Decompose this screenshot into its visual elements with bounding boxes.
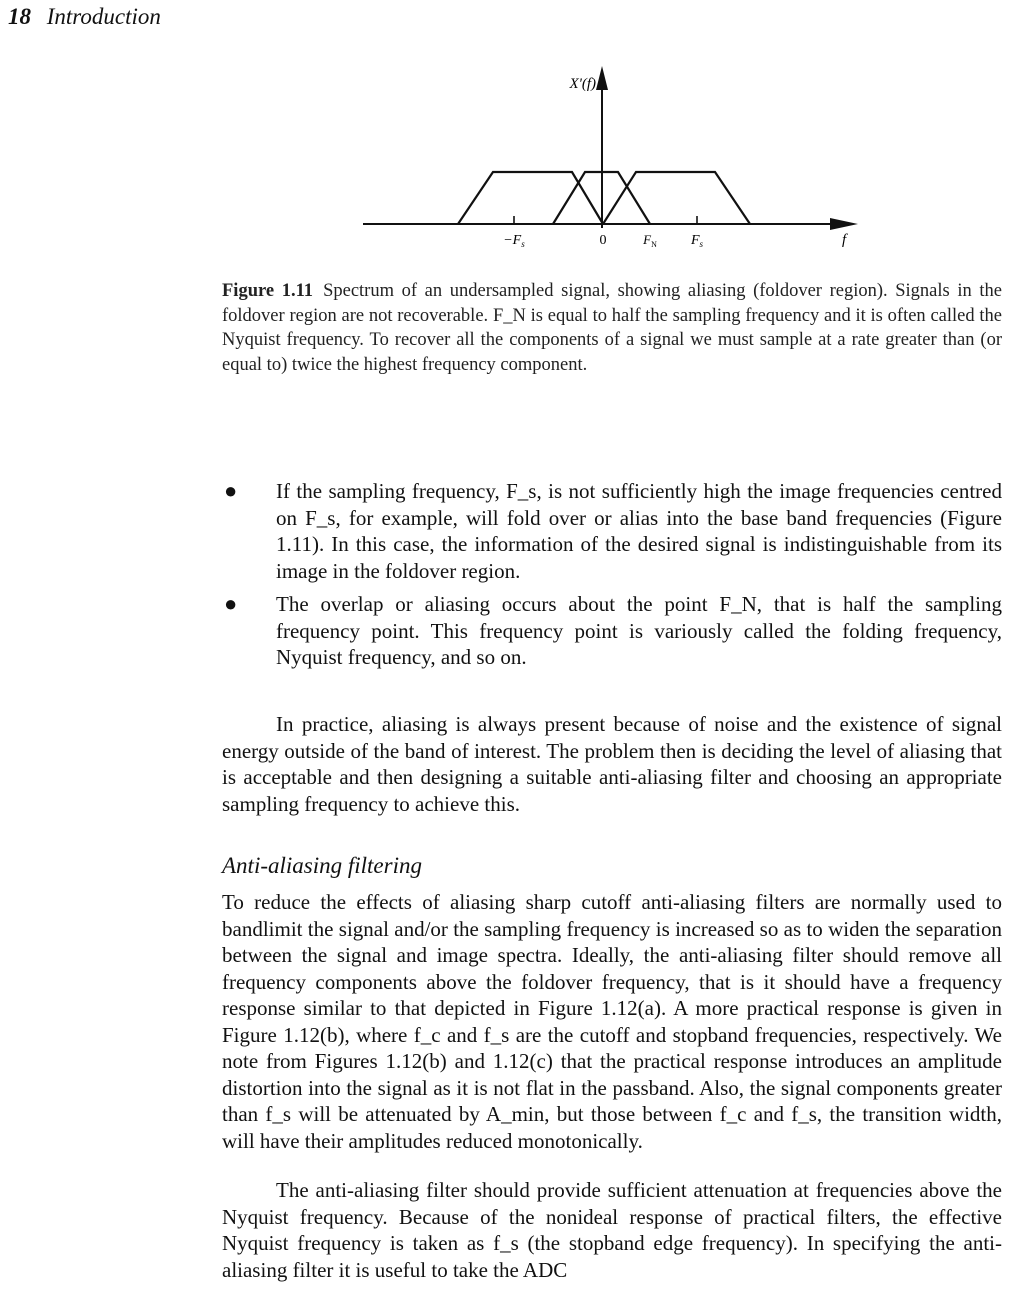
page-header	[8, 4, 161, 30]
figure-1-11	[360, 62, 870, 258]
bullet-list	[222, 478, 1002, 678]
y-axis-label: X'(f)	[569, 76, 596, 92]
image-spectrum-right	[603, 172, 750, 224]
figure-label: Figure 1.11	[222, 281, 314, 301]
bullet-text: If the sampling frequency, F_s, is not sufficiently high the image frequencies centred on F_s, for example, will fold over or alias into the base band frequencies (Figure 1.11). In this case, the information of the desired signal is indistinguishable from its image in the foldover region.	[276, 479, 1002, 583]
paragraph: In practice, aliasing is always present because of noise and the existence of signal energy outside of the band of interest. The problem then is deciding the level of aliasing that is acceptable and then designing a suitable anti-aliasing filter and choosing an appropriate sampling frequency to achieve this.	[222, 712, 1002, 816]
paragraph: The anti-aliasing filter should provide sufficient attenuation at frequencies above the Nyquist frequency. Because of the nonideal response of practical filters, the effective Nyquist frequency is taken as f_s (the stopband edge frequency). In specifying the anti-aliasing filter it is useful to take the ADC	[222, 1178, 1002, 1282]
paragraph: To reduce the effects of aliasing sharp cutoff anti-aliasing filters are normally used to bandlimit the signal and/or the sampling frequency is increased so as to widen the separation between the signal and image spectra. Ideally, the anti-aliasing filter should remove all frequency components above the foldover frequency, that is it should have a frequency response similar to that depicted in Figure 1.12(a). A more practical response is given in Figure 1.12(b), where f_c and f_s are the cutoff and stopband frequencies, respectively. We note from Figures 1.12(b) and 1.12(c) that the practical response introduces an amplitude distortion into the signal as it is not flat in the passband. Also, the signal components greater than f_s will be attenuated by A_min, but those between f_c and f_s, the transition width, will have their amplitudes reduced monotonically.	[222, 890, 1002, 1153]
tick-label-fs: $F_s$	[690, 233, 704, 249]
tick-label-neg-fs: $-F_s$	[503, 233, 525, 249]
running-title: Introduction	[46, 4, 161, 29]
bullet-icon: ●	[224, 591, 238, 616]
spectrum-diagram	[360, 62, 870, 258]
list-item	[222, 478, 1002, 584]
bullet-text: The overlap or aliasing occurs about the point F_N, that is half the sampling frequency point. This frequency point is variously called the folding frequency, Nyquist frequency, and so on.	[276, 592, 1002, 669]
x-axis-label: f	[842, 232, 847, 248]
section-heading: Anti-aliasing filtering	[222, 853, 422, 878]
figure-caption	[222, 279, 1002, 377]
tick-label-fn: $F_N$	[643, 232, 657, 249]
frequency-axis-arrowhead	[830, 218, 858, 230]
bullet-icon: ●	[224, 478, 238, 503]
list-item	[222, 591, 1002, 671]
caption-text: Spectrum of an undersampled signal, showing aliasing (foldover region). Signals in the foldover region are not recoverable. F_N is equal to half the sampling frequency and it is often called the Nyquist frequency. To recover all the components of a signal we must sample at a rate greater than (or equal to) twice the highest frequency component.	[222, 281, 1002, 375]
amplitude-axis-arrowhead	[596, 66, 608, 90]
tick-label-zero: 0	[599, 233, 607, 248]
page-number: 18	[8, 4, 31, 29]
